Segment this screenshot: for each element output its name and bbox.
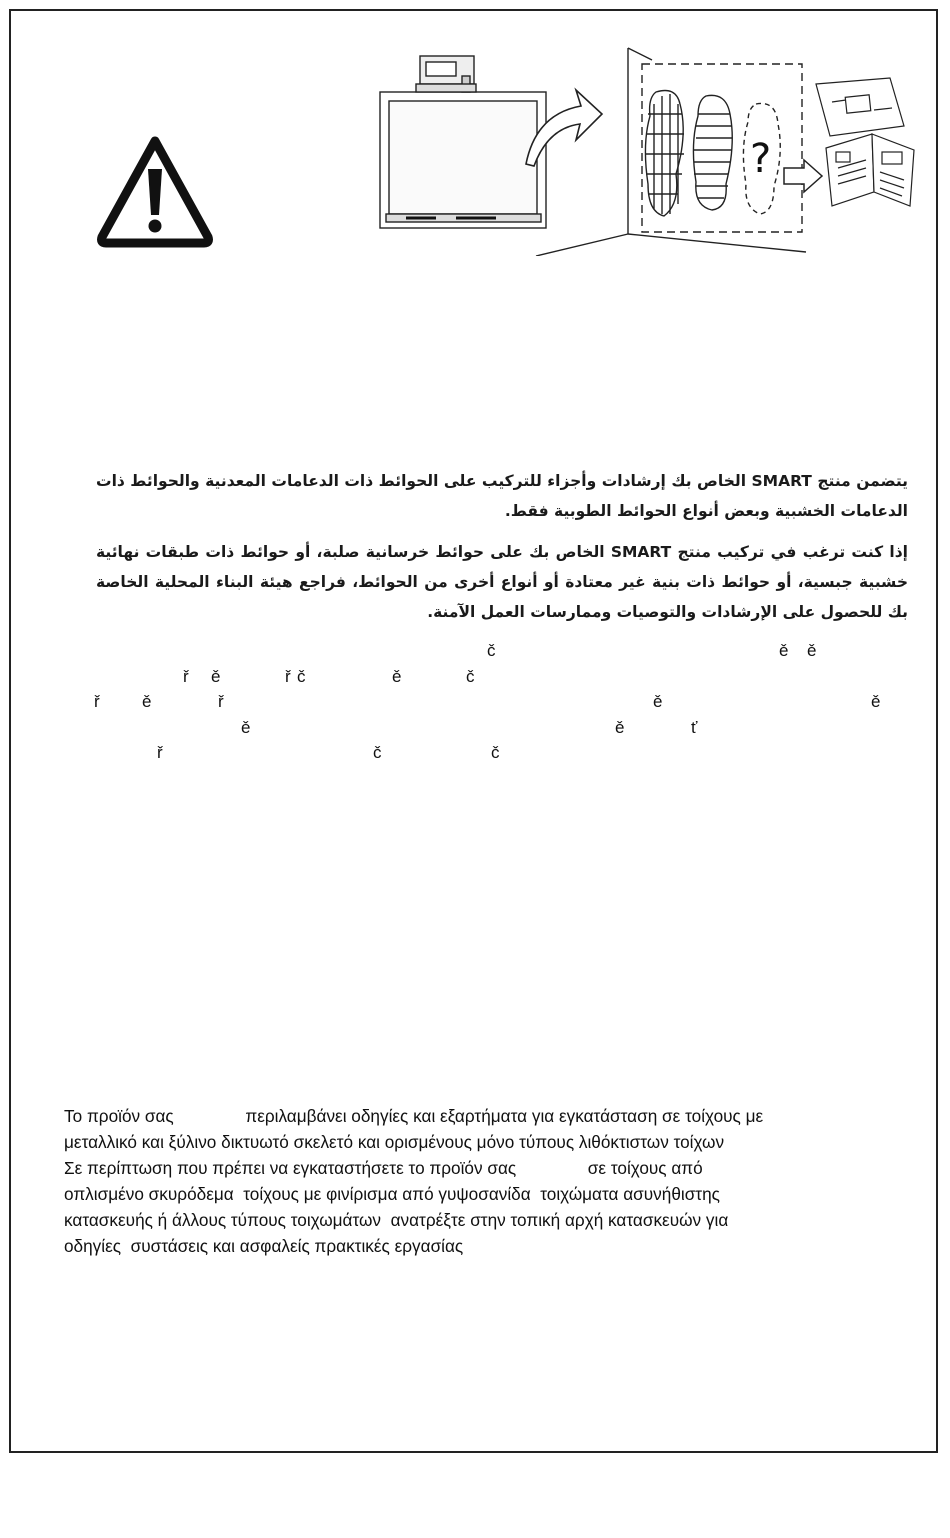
arabic-paragraph-1: يتضمن منتج SMART الخاص بك إرشادات وأجزاء للتركيب على الحوائط ذات الدعامات المعدنية والحوائط ذات الدعامات الخشبية وبعض أنواع الحوائط الطوبية فقط.	[96, 472, 908, 520]
czech-glyph: č	[487, 641, 496, 660]
warning-triangle-icon	[94, 133, 216, 251]
greek-line: Σε περίπτωση που πρέπει να εγκαταστήσετε το προϊόν σας σε τοίχους από	[64, 1158, 703, 1178]
czech-glyph: ě	[779, 641, 789, 660]
czech-glyph: ě	[653, 692, 663, 711]
czech-glyph: ě	[615, 718, 625, 737]
arabic-paragraph-2: إذا كنت ترغب في تركيب منتج SMART الخاص بك على حوائط خرسانية صلبة، أو حوائط ذات طبقات نهائية خشبية جبسية، أو حوائط ذات بنية غير معتادة أو أنواع أخرى من الحوائط، فراجع هيئة البناء المحلية الخاصة بك للحصول على الإرشادات والتوصيات وممارسات العمل الآمنة.	[96, 543, 908, 621]
czech-glyph: č	[297, 667, 306, 686]
czech-glyph: č	[466, 667, 475, 686]
interactive-whiteboard-icon	[380, 56, 546, 228]
czech-glyph: ě	[241, 718, 251, 737]
question-mark: ?	[750, 136, 772, 182]
czech-glyph: ť	[691, 718, 698, 737]
czech-glyph: ř	[157, 743, 163, 762]
greek-line: Το προϊόν σας περιλαμβάνει οδηγίες και εξαρτήματα για εγκατάσταση σε τοίχους με	[64, 1106, 764, 1126]
greek-line: οπλισμένο σκυρόδεμα τοίχους με φινίρισμα από γυψοσανίδα τοιχώματα ασυνήθιστης	[64, 1184, 720, 1204]
czech-glyph: ř	[94, 692, 100, 711]
small-arrow-icon	[784, 160, 822, 192]
greek-line: κατασκευής ή άλλους τύπους τοιχωμάτων ανατρέξτε στην τοπική αρχή κατασκευών για	[64, 1210, 729, 1230]
czech-glyph: č	[491, 743, 500, 762]
czech-glyph: ř	[218, 692, 224, 711]
manual-book-icon	[826, 134, 914, 206]
czech-glyph: ř	[183, 667, 189, 686]
greek-line: οδηγίες συστάσεις και ασφαλείς πρακτικές εργασίας	[64, 1236, 464, 1256]
czech-glyph: č	[373, 743, 382, 762]
wall-mounting-illustration	[376, 44, 924, 256]
blueprint-icon	[816, 78, 904, 136]
czech-glyph: ě	[142, 692, 152, 711]
czech-glyph: ě	[392, 667, 402, 686]
greek-paragraph	[64, 1103, 924, 1259]
czech-glyph: ř	[285, 667, 291, 686]
greek-line: μεταλλικό και ξύλινο δικτυωτό σκελετό και ορισμένους μόνο τύπους λιθόκτιστων τοίχων	[64, 1132, 725, 1152]
czech-glyph: ě	[871, 692, 881, 711]
czech-glyph: ě	[211, 667, 221, 686]
czech-glyph: ě	[807, 641, 817, 660]
